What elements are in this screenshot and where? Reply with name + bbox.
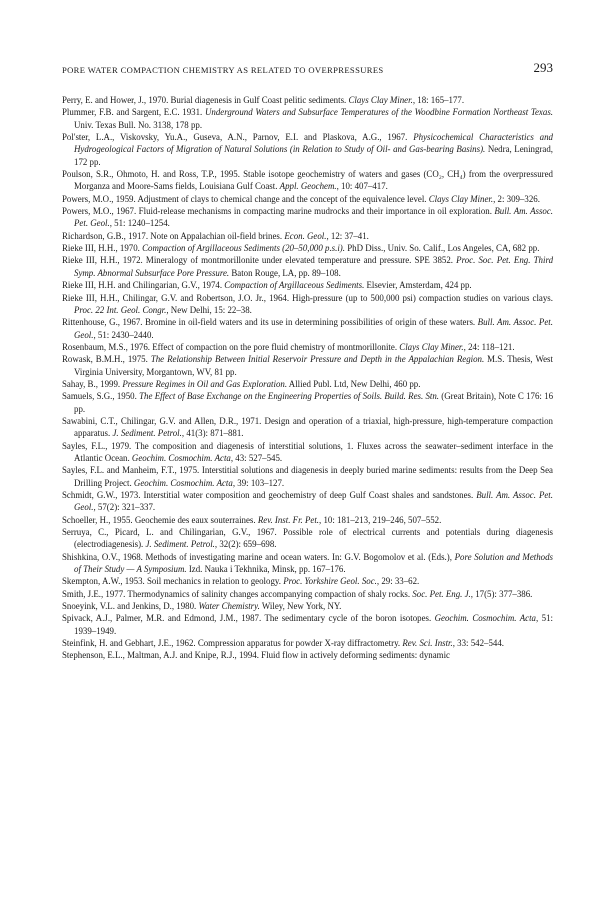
- reference-text: Sayles, F.L. and Manheim, F.T., 1975. Interstitial solutions and diagenesis in deeply buried marine sediments: results from the Deep Sea Drilling Project.: [62, 465, 553, 488]
- reference-italic: Proc. Soc. Pet. Eng. Third Symp. Abnormal Subsurface Pore Pressure.: [74, 255, 554, 278]
- reference-text: , 10: 407–417.: [336, 181, 388, 192]
- reference-entry: [62, 168, 553, 193]
- reference-text: Schoeller, H., 1955. Geochemie des eaux souterraines.: [62, 514, 258, 525]
- reference-text: , 51: 2430–2440.: [93, 329, 154, 340]
- reference-italic: Physicochemical Characteristics and Hydrogeological Factors of Migration of Natural Solutions (in Relation to Study of Oil- and Gas-bearing Basins).: [74, 132, 553, 155]
- reference-text: Allied Publ. Ltd, New Delhi, 460 pp.: [287, 378, 421, 389]
- reference-text: Rieke III, H.H., 1972. Mineralogy of montmorillonite under elevated temperature and pressure. SPE 3852.: [62, 255, 457, 266]
- reference-text: Rittenhouse, G., 1967. Bromine in oil-field waters and its use in determining possibilities of origin of these waters.: [62, 317, 478, 328]
- reference-entry: [62, 230, 553, 242]
- reference-text: Steinfink, H. and Gebhart, J.E., 1962. Compression apparatus for powder X-ray diffractometry.: [62, 638, 403, 649]
- reference-entry: [62, 193, 553, 205]
- reference-text: Serruya, C., Picard, L. and Chilingarian, G.V., 1967. Possible role of electrical currents and potentials during diagenesis (electrodiagenesis).: [62, 527, 553, 550]
- reference-italic: Bull. Am. Assoc. Pet. Geol.: [74, 317, 553, 340]
- reference-text: Snoeyink, V.L. and Jenkins, D., 1980.: [62, 601, 199, 612]
- reference-entry: [62, 131, 553, 168]
- reference-italic: Geochim. Cosmochim. Acta: [434, 613, 536, 624]
- reference-italic: Pore Solution and Methods of Their Study — A Symposium.: [74, 551, 553, 575]
- reference-entry: [62, 254, 553, 279]
- reference-italic: Geochim. Cosmochim. Acta: [131, 452, 231, 463]
- reference-entry: [62, 600, 553, 612]
- reference-text: Poulson, S.R., Ohmoto, H. and Ross, T.P., 1995. Stable isotope geochemistry of waters and gases (CO₂, CH₄) from the overpressured Morganza and Moore-Sams fields, Louisiana Gulf Coast.: [62, 169, 553, 192]
- reference-entry: [62, 575, 553, 587]
- reference-entry: [62, 489, 553, 514]
- reference-text: Sawabini, C.T., Chilingar, G.V. and Allen, D.R., 1971. Design and operation of a triaxial, high-pressure, high-temperature compaction apparatus.: [62, 415, 553, 439]
- reference-text: , 29: 33–62.: [376, 576, 420, 587]
- reference-entry: [62, 292, 553, 317]
- reference-italic: J. Sediment. Petrol.: [145, 539, 215, 550]
- reference-italic: Rev. Sci. Instr.: [402, 638, 453, 649]
- reference-entry: [62, 526, 553, 551]
- reference-entry: [62, 378, 553, 390]
- reference-entry: [62, 649, 553, 661]
- reference-text: , 51: 1240–1254.: [109, 218, 170, 229]
- reference-text: Nedra, Leningrad, 172 pp.: [74, 144, 553, 167]
- reference-text: Shishkina, O.V., 1968. Methods of investigating marine and ocean waters. In: G.V. Bogomolov et al. (Eds.),: [62, 551, 455, 562]
- reference-text: (Great Britain), Note C 176: 16 pp.: [74, 391, 554, 414]
- reference-italic: Compaction of Argillaceous Sediments (20–50,000 p.s.i).: [142, 243, 345, 254]
- reference-text: Plummer, F.B. and Sargent, E.C. 1931.: [62, 107, 205, 118]
- reference-entry: [62, 612, 553, 637]
- reference-italic: The Relationship Between Initial Reservoir Pressure and Depth in the Appalachian Region.: [150, 354, 485, 365]
- reference-entry: [62, 279, 553, 291]
- reference-entry: [62, 106, 553, 131]
- reference-text: , 24: 118–121.: [463, 341, 515, 352]
- reference-entry: [62, 551, 553, 576]
- reference-text: Rowask, B.M.H., 1975.: [62, 354, 151, 365]
- reference-text: Wiley, New York, NY.: [259, 601, 342, 612]
- reference-text: Rieke III, H.H., 1970.: [62, 243, 143, 254]
- reference-text: , 10: 181–213, 219–246, 507–552.: [319, 514, 442, 525]
- reference-text: , 57(2): 321–337.: [93, 502, 156, 513]
- reference-list: [62, 94, 553, 662]
- reference-text: Schmidt, G.W., 1973. Interstitial water composition and geochemistry of deep Gulf Coast shales and sandstones.: [62, 490, 477, 500]
- reference-text: , 51: 1939–1949.: [74, 613, 553, 636]
- reference-italic: Pressure Regimes in Oil and Gas Exploration.: [122, 378, 288, 389]
- reference-italic: Underground Waters and Subsurface Temperatures of the Woodbine Formation Northeast Texas.: [204, 107, 553, 118]
- reference-text: , 12: 37–41.: [326, 230, 369, 241]
- reference-text: Perry, E. and Hower, J., 1970. Burial diagenesis in Gulf Coast pelitic sediments.: [62, 95, 349, 105]
- reference-text: Baton Rouge, LA, pp. 89–108.: [229, 267, 341, 278]
- reference-italic: Clays Clay Miner.: [428, 193, 494, 204]
- reference-text: PhD Diss., Univ. So. Calif., Los Angeles, CA, 682 pp.: [345, 243, 540, 254]
- reference-text: Rieke III, H.H., Chilingar, G.V. and Robertson, J.O. Jr., 1964. High-pressure (up to 500,000 psi) compaction studies on various clays.: [62, 292, 553, 303]
- reference-text: Rieke III, H.H. and Chilingarian, G.V., 1974.: [62, 280, 225, 291]
- reference-text: Rosenbaum, M.S., 1976. Effect of compaction on the pore fluid chemistry of montmorillonite.: [62, 341, 400, 352]
- reference-entry: [62, 440, 553, 465]
- reference-entry: [62, 205, 553, 230]
- running-header: [62, 60, 553, 80]
- reference-italic: The Effect of Base Exchange on the Engineering Properties of Soils. Build. Res. Stn.: [139, 391, 440, 402]
- reference-text: Powers, M.O., 1967. Fluid-release mechanisms in compacting marine mudrocks and their importance in oil exploration.: [62, 206, 495, 217]
- reference-entry: [62, 637, 553, 649]
- reference-text: , 18: 165–177.: [412, 95, 465, 105]
- reference-text: Sahay, B., 1999.: [62, 378, 123, 389]
- running-title: PORE WATER COMPACTION CHEMISTRY AS RELATED TO OVERPRESSURES: [62, 65, 384, 75]
- reference-entry: [62, 316, 553, 341]
- reference-italic: Geochim. Cosmochim. Acta: [133, 477, 233, 488]
- reference-text: , New Delhi, 15: 22–38.: [166, 304, 252, 315]
- reference-italic: Proc. 22 Int. Geol. Congr.: [74, 304, 167, 315]
- reference-italic: Bull. Am. Assoc. Pet. Geol.: [74, 490, 553, 513]
- reference-italic: J. Sediment. Petrol.: [112, 428, 182, 439]
- reference-text: Samuels, S.G., 1950.: [62, 391, 140, 402]
- reference-text: Richardson, G.B., 1917. Note on Appalachian oil-field brines.: [62, 230, 285, 241]
- reference-italic: Proc. Yorkshire Geol. Soc.: [283, 576, 377, 587]
- reference-italic: Clays Clay Miner.: [348, 95, 413, 105]
- reference-text: Spivack, A.J., Palmer, M.R. and Edmond, J.M., 1987. The sedimentary cycle of the boron isotopes.: [62, 613, 435, 624]
- reference-entry: [62, 588, 553, 600]
- reference-text: , 39: 103–127.: [232, 477, 285, 488]
- reference-italic: Water Chemistry.: [198, 601, 260, 612]
- reference-italic: Soc. Pet. Eng. J.: [412, 588, 471, 599]
- reference-entry: [62, 390, 553, 415]
- reference-text: Univ. Texas Bull. No. 3138, 178 pp.: [74, 119, 203, 130]
- reference-italic: Clays Clay Miner.: [399, 341, 464, 352]
- reference-entry: [62, 464, 553, 489]
- reference-text: Elsevier, Amsterdam, 424 pp.: [364, 280, 472, 291]
- reference-entry: [62, 94, 553, 106]
- reference-text: , 41(3): 871–881.: [181, 428, 244, 439]
- reference-text: Sayles, F.L., 1979. The composition and diagenesis of interstitial solutions, 1. Fluxes across the seawater–sediment interface in the Atlantic Ocean.: [62, 440, 553, 463]
- reference-italic: Econ. Geol.: [284, 230, 327, 241]
- reference-text: Powers, M.O., 1959. Adjustment of clays to chemical change and the concept of the equivalence level.: [62, 193, 429, 204]
- reference-text: , 17(5): 377–386.: [470, 588, 533, 599]
- reference-italic: Rev. Inst. Fr. Pet.: [257, 514, 320, 525]
- reference-text: Skempton, A.W., 1953. Soil mechanics in relation to geology.: [62, 576, 284, 587]
- reference-entry: [62, 514, 553, 526]
- reference-text: Izd. Nauka i Tekhnika, Minsk, pp. 167–176.: [186, 564, 346, 575]
- reference-entry: [62, 341, 553, 353]
- reference-italic: Compaction of Argillaceous Sediments.: [224, 280, 365, 291]
- reference-text: Smith, J.E., 1977. Thermodynamics of salinity changes accompanying compaction of shaly rocks.: [62, 588, 413, 599]
- reference-text: Stephenson, E.L., Maltman, A.J. and Knipe, R.J., 1994. Fluid flow in actively deforming sediments: dynamic: [62, 650, 450, 661]
- reference-text: Pol'ster, L.A., Viskovsky, Yu.A., Guseva, A.N., Parnov, E.I. and Plaskova, A.G., 1967.: [62, 132, 414, 143]
- page-number: 293: [533, 60, 553, 75]
- reference-entry: [62, 415, 553, 440]
- reference-entry: [62, 242, 553, 254]
- reference-text: , 32(2): 659–698.: [214, 539, 277, 550]
- reference-entry: [62, 353, 553, 378]
- reference-text: M.S. Thesis, West Virginia University, Morgantown, WV, 81 pp.: [74, 354, 553, 377]
- reference-italic: Appl. Geochem.: [279, 181, 337, 192]
- reference-text: , 2: 309–326.: [493, 193, 540, 204]
- reference-italic: Bull. Am. Assoc. Pet. Geol.: [74, 206, 553, 229]
- reference-text: , 43: 527–545.: [230, 452, 283, 463]
- reference-text: , 33: 542–544.: [452, 638, 505, 649]
